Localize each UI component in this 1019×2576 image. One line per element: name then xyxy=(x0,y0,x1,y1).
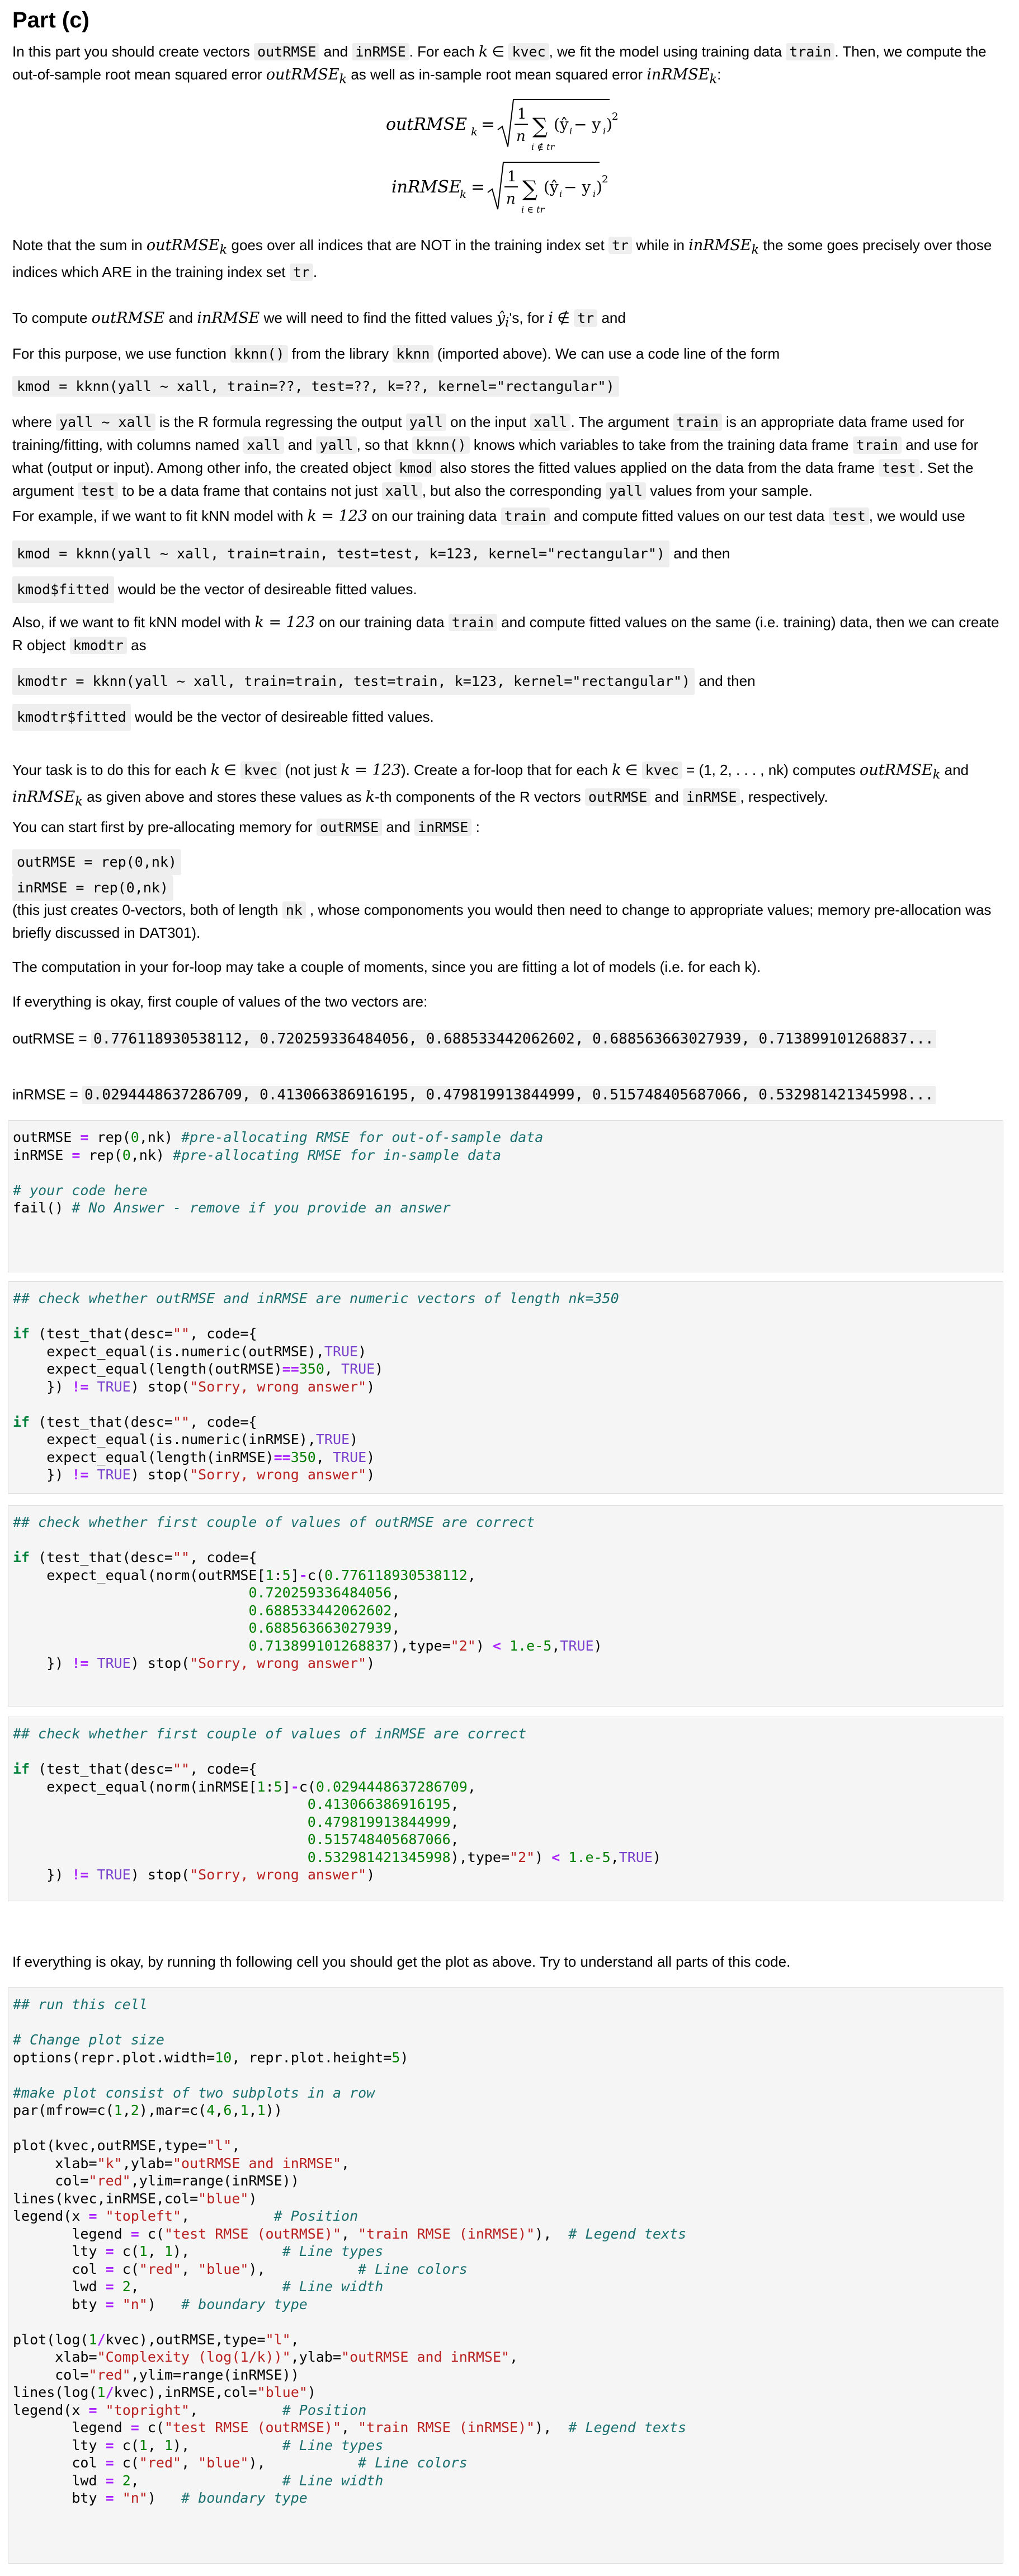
kknn-paragraph: For this purpose, we use function kknn() from the library kknn (imported above). We can use a code line of the form xyxy=(12,345,780,362)
svg-text:∑: ∑ xyxy=(532,114,548,138)
svg-text:=: = xyxy=(471,177,485,197)
plot-instructions: If everything is okay, by running th following cell you should get the plot as above. Try to understand all parts of this code. xyxy=(12,1953,791,1970)
svg-text:outRMSE: outRMSE xyxy=(386,115,468,134)
compute-paragraph: To compute outRMSE and inRMSE we will need to find the fitted values $ŷ_i's$, for i ∉ tr and xyxy=(12,309,626,330)
sum-note-paragraph: Note that the sum in outRMSE$_k$ goes over all indices that are NOT in the training index set tr while in inRMSE$_k$ the some goes precisely over those indices which ARE in the training index set tr . xyxy=(12,237,992,281)
zero-vector-note: (this just creates 0-vectors, both of length nk , whose componoments you would then need to change to appropriate values; memory pre-allocation was briefly discussed in DAT301). xyxy=(12,901,992,941)
svg-text:n: n xyxy=(506,191,516,208)
svg-text:i: i xyxy=(593,189,596,199)
svg-text:i: i xyxy=(559,189,563,199)
svg-text:2: 2 xyxy=(602,173,608,185)
svg-text:i: i xyxy=(603,126,606,137)
code-cell-test-types[interactable]: ## check whether outRMSE and inRMSE are numeric vectors of length nk=350 if (test_that(desc="", code={ expect_equal(is.numeric(outRMSE),TRUE) expect_equal(length(outRMSE)==350, TRUE) }) != TRUE) stop("Sorry, wrong answer") if (test_that(desc="", code={ expect_equal(is.numeric(inRMSE),TRUE) expect_equal(length(inRMSE)==350, TRUE) }) != TRUE) stop("Sorry, wrong answer") xyxy=(8,1281,1003,1494)
svg-text:): ) xyxy=(596,178,602,196)
computation-note: The computation in your for-loop may take a couple of moments, since you are fitting a lot of models (i.e. for each k). xyxy=(12,958,761,975)
svg-text:1: 1 xyxy=(517,106,527,123)
svg-text:2: 2 xyxy=(612,111,619,123)
svg-text:− y: − y xyxy=(574,115,601,134)
svg-text:∑: ∑ xyxy=(522,176,538,201)
preallocate-code-block: outRMSE = rep(0,nk) inRMSE = rep(0,nk) xyxy=(12,849,1007,901)
example-code-line: kmod = kknn(yall ~ xall, train=train, test=test, k=123, kernel="rectangular") and then xyxy=(12,540,1007,567)
svg-text:i ∈ tr: i ∈ tr xyxy=(521,204,545,215)
training-code-line: kmodtr = kknn(yall ~ xall, train=train, test=train, k=123, kernel="rectangular") and then xyxy=(12,668,1007,695)
code-cell-test-out-values[interactable]: ## check whether first couple of values of outRMSE are correct if (test_that(desc="", code={ expect_equal(norm(outRMSE[1:5]-c(0.776118930538112, 0.720259336484056, 0.688533442062602, 0.688563663027939, 0.713899101268837),type="2") < 1.e-5,TRUE) }) != TRUE) stop("Sorry, wrong answer") xyxy=(8,1505,1003,1707)
intro-paragraph: In this part you should create vectors outRMSE and inRMSE . For each k ∈ kvec , we fit the model using training data train . Then, we compute the out-of-sample root mean squared error outRMSE$_k$ as well as in-sample root mean squared error inRMSE$_k$: xyxy=(12,43,987,87)
code-cell-test-in-values[interactable]: ## check whether first couple of values of inRMSE are correct if (test_that(desc="", code={ expect_equal(norm(inRMSE[1:5]-c(0.0294448637286709, 0.413066386916195, 0.479819913844999, 0.515748405687066, 0.532981421345998),type="2") < 1.e-5,TRUE) }) != TRUE) stop("Sorry, wrong answer") xyxy=(8,1717,1003,1901)
task-paragraph: Your task is to do this for each k ∈ kvec (not just k = 123). Create a for-loop that for each k ∈ kvec = (1, 2, . . . , nk) computes outRMSE$_k$ and inRMSE$_k$ as given above and stores these values as k-th components of the R vectors outRMSE and inRMSE , respectively. xyxy=(12,761,969,809)
fitted-line: kmod$fitted would be the vector of desireable fitted values. xyxy=(12,576,1007,603)
svg-text:k: k xyxy=(471,125,478,138)
part-heading: Part (c) xyxy=(12,8,89,32)
equation-in-rmse xyxy=(391,158,671,219)
preallocate-paragraph: You can start first by pre-allocating memory for outRMSE and inRMSE : xyxy=(12,819,480,835)
svg-text:(ŷ: (ŷ xyxy=(544,178,559,196)
svg-text:): ) xyxy=(606,115,612,134)
svg-text:(ŷ: (ŷ xyxy=(554,115,569,134)
training-example-paragraph: Also, if we want to fit kNN model with k = 123 on our training data train and compute fitted values on the same (i.e. training) data, then we can create R object kmodtr as xyxy=(12,614,999,654)
svg-text:1: 1 xyxy=(507,168,517,185)
code-template-line: kmod = kknn(yall ~ xall, train=??, test=??, k=??, kernel="rectangular") xyxy=(12,376,1007,397)
svg-text:k: k xyxy=(460,187,467,201)
svg-text:n: n xyxy=(516,128,526,145)
svg-text:=: = xyxy=(481,115,496,134)
training-fitted-line: kmodtr$fitted would be the vector of desireable fitted values. xyxy=(12,704,1007,731)
formula-explanation: where yall ~ xall is the R formula regressing the output yall on the input xall . The argument train is an appropriate data frame used for training/fitting, with columns named xall and yall , so that kknn() knows which variables to take from the training data frame train and use for what (output or input). Among other info, the created object kmod also stores the fitted values applied on the data from the data frame test . Set the argument test to be a data frame that contains not just xall , but also the corresponding yall values from your sample. xyxy=(12,413,979,499)
example-paragraph: For example, if we want to fit kNN model with k = 123 on our training data train and compute fitted values on our test data test , we would use xyxy=(12,507,965,525)
equation-out-rmse xyxy=(386,95,666,157)
out-rmse-values: outRMSE = 0.776118930538112, 0.720259336484056, 0.688533442062602, 0.688563663027939, 0.713899101268837... xyxy=(12,1027,1007,1050)
svg-text:i ∉ tr: i ∉ tr xyxy=(531,142,555,152)
in-rmse-values: inRMSE = 0.0294448637286709, 0.413066386916195, 0.479819913844999, 0.515748405687066, 0.532981421345998... xyxy=(12,1083,1007,1106)
code-cell-solution[interactable]: outRMSE = rep(0,nk) #pre-allocating RMSE for out-of-sample data inRMSE = rep(0,nk) #pre-allocating RMSE for in-sample data # your code here fail() # No Answer - remove if you provide an answer xyxy=(8,1120,1003,1272)
expected-values-intro: If everything is okay, first couple of values of the two vectors are: xyxy=(12,993,428,1010)
svg-text:− y: − y xyxy=(564,178,591,196)
code-cell-plot[interactable]: ## run this cell # Change plot size options(repr.plot.width=10, repr.plot.height=5) #make plot consist of two subplots in a row par(mfrow=c(1,2),mar=c(4,6,1,1)) plot(kvec,outRMSE,type="l", xlab="k",ylab="outRMSE and inRMSE", col="red",ylim=range(inRMSE)) lines(kvec,inRMSE,col="blue") legend(x = "topleft", # Position legend = c("test RMSE (outRMSE)", "train RMSE (inRMSE)"), # Legend texts lty = c(1, 1), # Line types col = c("red", "blue"), # Line colors lwd = 2, # Line width bty = "n") # boundary type plot(log(1/kvec),outRMSE,type="l", xlab="Complexity (log(1/k))",ylab="outRMSE and inRMSE", col="red",ylim=range(inRMSE)) lines(log(1/kvec),inRMSE,col="blue") legend(x = "topright", # Position legend = c("test RMSE (outRMSE)", "train RMSE (inRMSE)"), # Legend texts lty = c(1, 1), # Line types col = c("red", "blue"), # Line colors lwd = 2, # Line width bty = "n") # boundary type xyxy=(8,1987,1003,2564)
svg-text:i: i xyxy=(569,126,573,137)
svg-text:inRMSE: inRMSE xyxy=(391,177,461,197)
